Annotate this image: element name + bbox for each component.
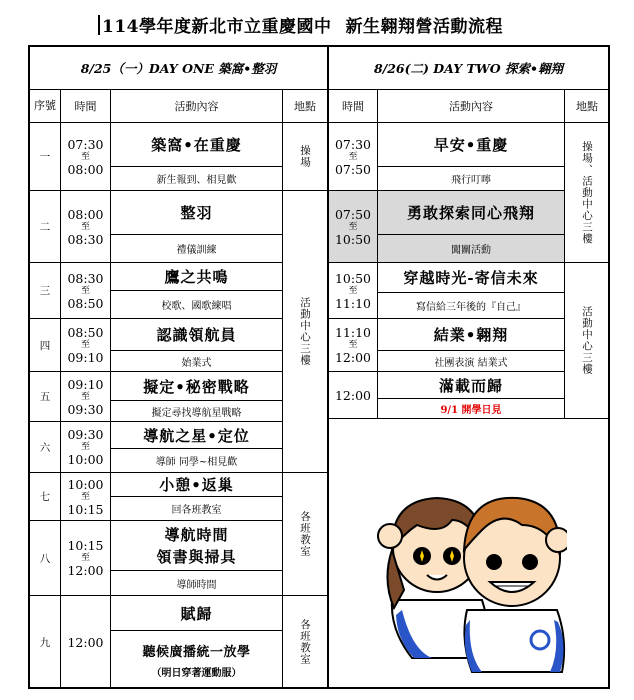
time-range: 09:30 至 10:00	[67, 427, 104, 467]
activity-title: 認識領航員	[156, 326, 237, 344]
activity-desc: 導師 同學~相見歡	[155, 457, 238, 468]
row-number: 九	[39, 636, 51, 649]
col-header-place-2: 地點	[576, 100, 598, 113]
row-number: 八	[39, 552, 51, 565]
place-hall: 活動中心三樓	[581, 306, 593, 375]
time-range: 08:30 至 08:50	[67, 270, 104, 311]
activity-title: 鷹之共鳴	[164, 268, 229, 286]
activity-desc: 禮儀訓練	[176, 245, 217, 256]
col-header-place: 地點	[294, 100, 316, 113]
row-number: 五	[39, 391, 51, 403]
time-range: 12:00	[334, 387, 372, 403]
time-range: 11:10 至 12:00	[334, 325, 372, 365]
activity-desc: 聽候廣播統一放學 （明日穿著運動服）	[142, 644, 251, 679]
day-one-header: 8/25（一）DAY ONE 築窩•整羽	[80, 61, 277, 76]
row-number: 四	[39, 339, 51, 352]
activity-desc: 社團表演 結業式	[434, 357, 508, 369]
activity-desc: 擬定尋找導航星戰略	[151, 407, 242, 419]
time-range: 07:30 至 07:50	[334, 136, 372, 177]
activity-desc: 飛行叮嚀	[451, 175, 491, 186]
place-hall: 活動中心三樓	[299, 297, 311, 366]
activity-title: 築窩•在重慶	[151, 136, 242, 154]
activity-desc: 導師時間	[176, 579, 217, 591]
activity-title: 整羽	[180, 204, 213, 222]
col-header-activity-2: 活動內容	[449, 100, 493, 113]
activity-desc: 回各班教室	[171, 505, 222, 516]
col-header-time: 時間	[74, 100, 97, 113]
row-number: 六	[39, 441, 51, 454]
activity-desc: 寫信給三年後的『自己』	[416, 302, 526, 313]
time-range: 09:10 至 09:30	[67, 376, 104, 417]
place-field: 操場	[299, 145, 311, 168]
title-bar-mark	[98, 15, 100, 35]
time-range: 07:50 至 10:50	[334, 206, 372, 247]
time-range: 08:50 至 09:10	[67, 325, 104, 365]
time-range: 08:00 至 08:30	[67, 206, 104, 247]
activity-desc: 闖關活動	[451, 245, 491, 256]
page-title: 114學年度新北市立重慶國中 新生翱翔營活動流程	[98, 12, 503, 37]
activity-title: 導航之星•定位	[143, 426, 250, 445]
time-range: 10:50 至 11:10	[334, 270, 372, 311]
time-range: 10:00 至 10:15	[67, 476, 104, 517]
activity-title: 穿越時光-寄信未來	[403, 269, 539, 287]
time-range: 12:00	[67, 634, 104, 650]
activity-desc: 新生報到、相見歡	[156, 175, 237, 186]
place-classroom: 各班教室	[299, 511, 311, 557]
student-mascots-illustration	[372, 480, 567, 680]
col-header-activity: 活動內容	[174, 100, 219, 113]
row-number: 二	[39, 221, 51, 233]
place-classroom: 各班教室	[299, 619, 311, 665]
activity-title: 早安•重慶	[433, 136, 509, 154]
row-number: 一	[39, 151, 51, 163]
activity-title: 滿載而歸	[438, 376, 503, 395]
row-number: 三	[39, 285, 51, 297]
place-field-hall: 操場、活動中心三樓	[581, 140, 593, 245]
activity-desc: 始業式	[181, 357, 212, 369]
time-range: 07:30 至 08:00	[67, 136, 104, 177]
activity-title: 小憩•返巢	[159, 476, 234, 494]
first-day-notice: 9/1 開學日見	[440, 405, 502, 416]
day-two-header: 8/26(二) DAY TWO 探索•翱翔	[373, 61, 564, 76]
activity-title: 導航時間 領書與掃具	[156, 525, 237, 566]
row-number: 七	[39, 491, 51, 503]
activity-title: 結業•翱翔	[433, 326, 509, 344]
col-header-time-2: 時間	[342, 100, 364, 113]
activity-title: 擬定•秘密戰略	[143, 377, 250, 396]
activity-title: 勇敢探索同心飛翔	[406, 204, 535, 222]
activity-desc: 校歌、國歌練唱	[161, 301, 232, 312]
boy-mascot	[464, 498, 567, 672]
col-header-no: 序號	[34, 99, 56, 112]
activity-title: 賦歸	[180, 604, 213, 623]
time-range: 10:15 至 12:00	[67, 538, 104, 578]
